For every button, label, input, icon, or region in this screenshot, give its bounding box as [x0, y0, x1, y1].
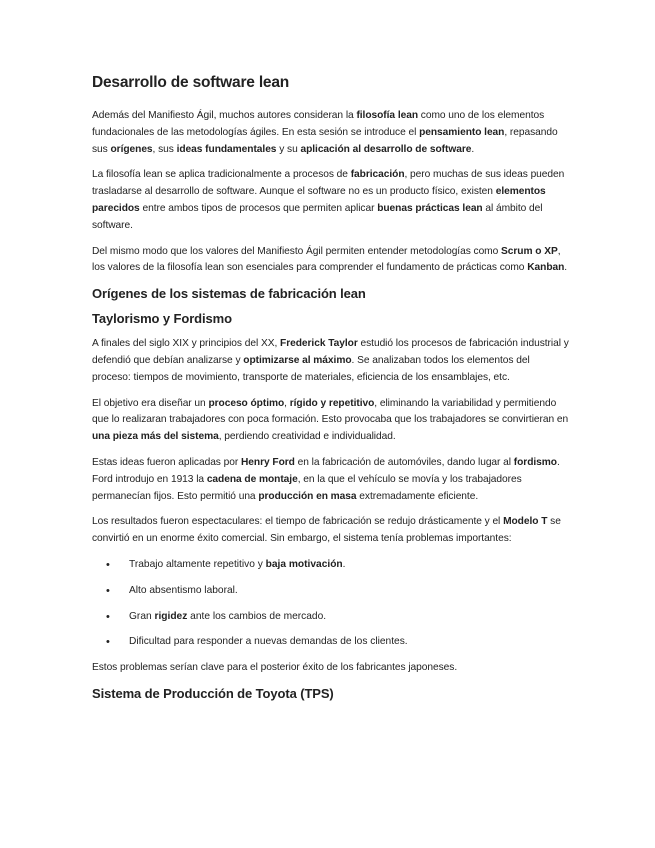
text-run: . Ford introdujo en 1913 la — [92, 456, 560, 485]
text-run: se convirtió en un enorme éxito comercial. Sin embargo, el sistema tenía problemas importantes: — [92, 516, 561, 545]
text-run: , perdiendo creatividad e individualidad. — [218, 431, 396, 443]
paragraph — [92, 660, 570, 677]
text-run: . — [564, 262, 568, 274]
bold-text: ideas fundamentales — [176, 143, 277, 155]
text-run: en la fabricación de automóviles, dando lugar al — [294, 456, 514, 468]
paragraph — [92, 167, 570, 234]
bold-text: filosofía lean — [356, 110, 419, 121]
section-heading: Orígenes de los sistemas de fabricación lean — [92, 286, 366, 302]
bold-text: optimizarse al máximo — [243, 354, 352, 366]
text-run: El objetivo era diseñar un — [92, 397, 209, 409]
text-run: Gran — [129, 610, 155, 622]
list-item — [92, 634, 570, 651]
bold-text: proceso óptimo — [208, 397, 285, 409]
section-heading: Sistema de Producción de Toyota (TPS) — [92, 685, 334, 701]
paragraph — [92, 455, 570, 505]
text-run: Del mismo modo que los valores del Manifiesto Ágil permiten entender metodologías como — [92, 245, 502, 257]
bullet-list — [92, 557, 570, 651]
text-run: entre ambos tipos de procesos que permiten aplicar — [139, 202, 378, 214]
text-run: A finales del siglo XIX y principios del XX, — [92, 338, 281, 350]
text-run: como uno de los elementos fundacionales de las metodologías ágiles. En esta sesión se introduce el — [92, 110, 545, 138]
bold-text: Frederick Taylor — [280, 338, 358, 350]
text-run: . — [471, 143, 475, 155]
bold-text: Scrum o XP — [501, 245, 558, 257]
bold-text: cadena de montaje — [206, 473, 298, 485]
text-run: , sus — [152, 143, 177, 155]
document-title: Desarrollo de software lean — [92, 74, 290, 91]
text-run: extremadamente eficiente. — [356, 490, 479, 502]
text-run: ante los cambios de mercado. — [187, 610, 327, 622]
bold-text: Modelo T — [503, 516, 548, 528]
text-run: Alto absentismo laboral. — [129, 584, 238, 596]
text-run: Estas ideas fueron aplicadas por — [92, 456, 241, 468]
text-run: , eliminando la variabilidad y permitiendo que lo realizaran trabajadores con poca formación. Esto provocaba que los trabajadores se convirtieran en — [92, 397, 569, 426]
text-run: . — [342, 558, 346, 570]
bold-text: Kanban — [527, 262, 565, 274]
bold-text: fordismo — [513, 456, 557, 468]
bold-text: aplicación al desarrollo de software — [300, 143, 472, 155]
text-run: La filosofía lean se aplica tradicionalmente a procesos de — [92, 169, 351, 181]
paragraph — [92, 108, 570, 158]
text-run: estudió los procesos de fabricación industrial y defendió que debían analizarse y — [92, 338, 569, 366]
list-item — [92, 557, 570, 574]
paragraph — [92, 244, 570, 278]
bold-text: rigidez — [154, 610, 188, 622]
bold-text: una pieza más del sistema — [92, 431, 219, 443]
bold-text: fabricación — [350, 169, 405, 181]
text-run: . Se analizaban todos los elementos del proceso: tiempos de movimiento, transporte de materiales, eficiencia de los ensamblajes, etc. — [92, 354, 530, 383]
text-run: Además del Manifiesto Ágil, muchos autores consideran la — [92, 110, 357, 121]
text-run: Estos problemas serían clave para el posterior éxito de los fabricantes japoneses. — [92, 662, 458, 674]
text-run: Dificultad para responder a nuevas demandas de los clientes. — [129, 636, 408, 648]
text-run: y su — [276, 143, 301, 155]
paragraph — [92, 396, 570, 446]
text-run: al ámbito del software. — [92, 202, 543, 231]
bold-text: rígido y repetitivo — [289, 397, 375, 409]
bold-text: producción en masa — [258, 490, 357, 502]
section-heading: Taylorismo y Fordismo — [92, 311, 232, 327]
text-run: , repasando sus — [92, 126, 558, 155]
document-body — [92, 108, 570, 701]
list-item — [92, 609, 570, 626]
bold-text: pensamiento lean — [419, 126, 505, 138]
paragraph — [92, 336, 570, 386]
text-run: , en la que el vehículo se movía y los trabajadores permanecían fijos. Esto permitió una — [92, 473, 522, 502]
bold-text: baja motivación — [265, 558, 343, 570]
bold-text: orígenes — [110, 143, 153, 155]
text-run: Los resultados fueron espectaculares: el tiempo de fabricación se redujo drásticamente y el — [92, 516, 504, 528]
text-run: Trabajo altamente repetitivo y — [129, 558, 266, 570]
bold-text: elementos parecidos — [92, 186, 546, 214]
paragraph — [92, 514, 570, 548]
document-page — [92, 74, 570, 711]
text-run: , — [284, 397, 290, 409]
bold-text: Henry Ford — [241, 456, 295, 468]
text-run: , los valores de la filosofía lean son esenciales para comprender el fundamento de prácticas como — [92, 245, 561, 274]
bold-text: buenas prácticas lean — [377, 202, 483, 214]
text-run: , pero muchas de sus ideas pueden trasladarse al desarrollo de software. Aunque el software no es un producto físico, existen — [92, 169, 565, 198]
list-item — [92, 583, 570, 600]
